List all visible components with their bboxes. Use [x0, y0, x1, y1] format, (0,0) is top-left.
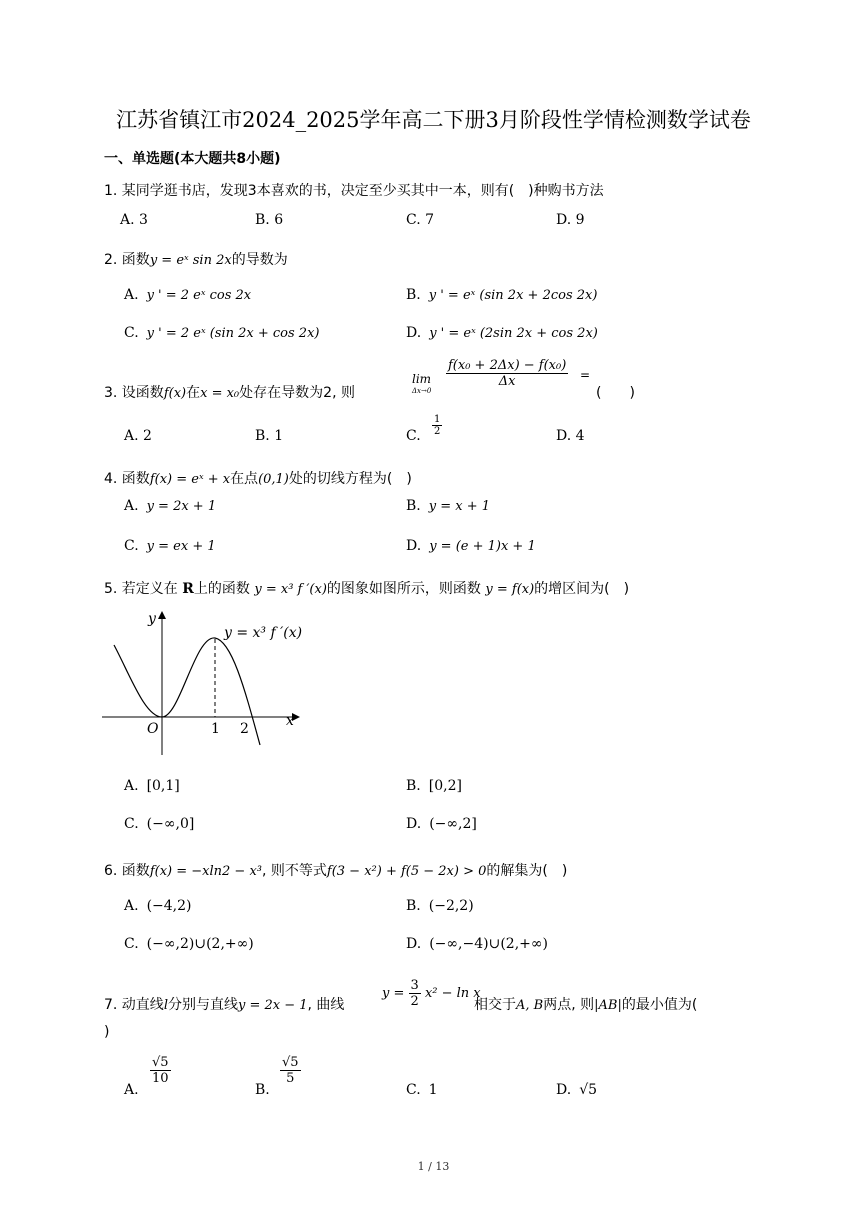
- x-label: x: [286, 713, 294, 729]
- q4-option-b: [406, 498, 490, 514]
- option-label: B.: [406, 287, 421, 303]
- q7-option-a-num: √5: [152, 1055, 169, 1070]
- option-label: C.: [124, 538, 139, 554]
- q7-suffix: 的最小值为(: [621, 997, 698, 1013]
- question-6: [104, 860, 567, 880]
- q4-suffix: 处的切线方程为( ): [288, 471, 412, 487]
- page-number: 1 / 13: [417, 1160, 450, 1173]
- q7-curve-den: 2: [410, 994, 419, 1009]
- q3-tail: ( ): [596, 385, 635, 401]
- q7-curve-rest: x² − ln x: [424, 986, 481, 1001]
- option-expr: √5: [579, 1082, 598, 1098]
- q4-option-a: [124, 498, 216, 514]
- q3-limit-sub: Δx→0: [412, 387, 432, 395]
- option-expr: y = 2x + 1: [146, 499, 217, 514]
- q6-mid: , 则不等式: [261, 863, 327, 879]
- q6-option-d: [406, 936, 548, 952]
- q3-limit-den: Δx: [498, 374, 516, 389]
- tick-2: 2: [240, 721, 249, 737]
- y-label: y: [148, 611, 156, 627]
- option-label: A.: [124, 498, 139, 514]
- question-7: [104, 994, 344, 1014]
- option-expr: y = ex + 1: [146, 539, 216, 554]
- q7-line: y = 2x − 1: [237, 998, 308, 1013]
- q5-set: R: [182, 581, 194, 597]
- q7-mid1: 分别与直线: [167, 997, 238, 1013]
- q7-curve-fraction: [409, 978, 421, 1009]
- option-expr: y ' = 2 eˣ (sin 2x + cos 2x): [146, 326, 320, 341]
- option-label: D.: [406, 538, 422, 554]
- q3-option-c-num: 1: [434, 414, 441, 425]
- q2-option-b: [406, 287, 597, 303]
- q5-option-a: [124, 778, 180, 794]
- q7-option-a-fraction: [150, 1055, 171, 1086]
- q7-option-b-fraction: [280, 1055, 301, 1086]
- q7-option-d: [556, 1082, 597, 1098]
- option-expr: (−∞,2)∪(2,+∞): [146, 936, 254, 952]
- q3-option-b: B. 1: [255, 428, 284, 444]
- q4-point: (0,1): [258, 472, 289, 487]
- q1-option-b: B. 6: [255, 212, 284, 228]
- q7-option-b-num: √5: [282, 1055, 299, 1070]
- q3-option-c-den: 2: [434, 426, 441, 437]
- q3-point: x = x₀: [200, 386, 240, 401]
- option-expr: y = x + 1: [428, 499, 491, 514]
- option-expr: (−∞,0]: [146, 816, 195, 832]
- q3-limit-eq: =: [580, 368, 591, 382]
- option-label: C.: [406, 1082, 421, 1098]
- y-axis-arrow: [158, 611, 166, 619]
- q7-ab: |AB|: [594, 998, 622, 1013]
- curve-label: y = x³ f ′(x): [224, 625, 303, 641]
- q7-l: l: [163, 998, 168, 1013]
- q1-option-c: C. 7: [406, 212, 435, 228]
- option-expr: y = (e + 1)x + 1: [429, 539, 536, 554]
- q7-suffix2: ): [104, 1024, 110, 1040]
- q7-option-b-den: 5: [286, 1071, 295, 1086]
- q6-prefix: 6. 函数: [104, 863, 150, 879]
- q1-option-a: A. 3: [120, 212, 148, 228]
- question-3: [104, 382, 355, 402]
- q7-curve-lhs: y =: [382, 986, 405, 1001]
- q2-option-c: [124, 325, 319, 341]
- q5-mid2: 的图象如图所示，则函数: [326, 581, 481, 597]
- curve: [114, 638, 260, 745]
- q7-prefix: 7. 动直线: [104, 997, 164, 1013]
- q5-expr2: y = f(x): [485, 582, 535, 597]
- option-label: C.: [124, 325, 139, 341]
- q7-option-b-label: B.: [255, 1082, 270, 1098]
- q2-suffix: 的导数为: [231, 252, 288, 268]
- q7-option-c: [406, 1082, 438, 1098]
- q6-option-c: [124, 936, 254, 952]
- tick-1: 1: [211, 721, 220, 737]
- q4-option-c: [124, 538, 216, 554]
- q4-expr: f(x) = eˣ + x: [149, 472, 231, 487]
- q5-mid1: 上的函数: [193, 581, 250, 597]
- q3-option-c: C.: [406, 428, 421, 444]
- option-label: A.: [124, 778, 139, 794]
- option-label: D.: [406, 325, 422, 341]
- q6-option-a: [124, 898, 191, 914]
- q3-mid2: 处存在导数为2, 则: [239, 385, 355, 401]
- q5-option-c: [124, 816, 194, 832]
- q7-mid4: 两点, 则: [543, 997, 595, 1013]
- q6-ineq: f(3 − x²) + f(5 − 2x) > 0: [326, 864, 487, 879]
- q3-option-c-fraction: [432, 414, 442, 437]
- option-label: B.: [406, 498, 421, 514]
- function-graph: [100, 605, 310, 760]
- origin-label: O: [147, 721, 159, 737]
- option-expr: y ' = 2 eˣ cos 2x: [146, 288, 252, 303]
- option-label: C.: [124, 816, 139, 832]
- q3-option-d: D. 4: [556, 428, 585, 444]
- q7-curve-num: 3: [410, 978, 419, 993]
- option-label: A.: [124, 287, 139, 303]
- option-expr: y ' = eˣ (sin 2x + 2cos 2x): [428, 288, 598, 303]
- q2-option-d: [406, 325, 598, 341]
- q3-option-a: A. 2: [124, 428, 152, 444]
- q7-option-a-label: A.: [124, 1082, 139, 1098]
- section-heading: 一、单选题(本大题共8小题): [104, 151, 281, 167]
- q3-limit-num: f(x₀ + 2Δx) − f(x₀): [448, 358, 567, 373]
- option-label: B.: [406, 778, 421, 794]
- option-label: D.: [406, 936, 422, 952]
- q7-option-a-den: 10: [152, 1071, 169, 1086]
- q6-expr: f(x) = −xln2 − x³: [149, 864, 262, 879]
- question-2: [104, 249, 288, 269]
- question-4: [104, 468, 412, 488]
- q3-prefix: 3. 设函数: [104, 385, 164, 401]
- option-expr: (−∞,2]: [429, 816, 477, 832]
- option-label: D.: [406, 816, 422, 832]
- q3-limit-fraction: [446, 358, 568, 389]
- option-expr: [0,2]: [428, 778, 462, 794]
- option-expr: 1: [428, 1082, 438, 1098]
- option-label: C.: [124, 936, 139, 952]
- q7-mid3: 相交于: [474, 997, 516, 1013]
- option-expr: [0,1]: [146, 778, 180, 794]
- q2-option-a: [124, 287, 251, 303]
- q7-pts: A, B: [516, 998, 544, 1013]
- q5-expr1: y = x³ f ′(x): [254, 582, 327, 597]
- option-label: A.: [124, 898, 139, 914]
- option-expr: (−4,2): [146, 898, 192, 914]
- question-5: [104, 578, 629, 598]
- q2-expr: y = eˣ sin 2x: [149, 253, 232, 268]
- q6-suffix: 的解集为( ): [486, 863, 568, 879]
- q3-f: f(x): [163, 386, 187, 401]
- question-7-cont: [474, 994, 697, 1014]
- page-title: 江苏省镇江市2024_2025学年高二下册3月阶段性学情检测数学试卷: [116, 108, 751, 132]
- option-expr: (−2,2): [428, 898, 474, 914]
- q6-option-b: [406, 898, 474, 914]
- q7-curve: [382, 978, 481, 1009]
- q3-limit-word: lim: [412, 372, 432, 386]
- q7-mid2: , 曲线: [307, 997, 345, 1013]
- q1-option-d: D. 9: [556, 212, 585, 228]
- q5-option-b: [406, 778, 462, 794]
- q4-prefix: 4. 函数: [104, 471, 150, 487]
- option-label: B.: [406, 898, 421, 914]
- q4-option-d: [406, 538, 536, 554]
- option-label: D.: [556, 1082, 572, 1098]
- question-1: 1. 某同学逛书店，发现3本喜欢的书，决定至少买其中一本，则有( )种购书方法: [104, 183, 604, 199]
- q5-option-d: [406, 816, 477, 832]
- q4-mid: 在点: [230, 471, 259, 487]
- option-expr: y ' = eˣ (2sin 2x + cos 2x): [429, 326, 598, 341]
- q3-mid1: 在: [186, 385, 201, 401]
- q2-prefix: 2. 函数: [104, 252, 150, 268]
- q5-suffix: 的增区间为( ): [534, 581, 630, 597]
- q5-prefix: 5. 若定义在: [104, 581, 178, 597]
- option-expr: (−∞,−4)∪(2,+∞): [429, 936, 548, 952]
